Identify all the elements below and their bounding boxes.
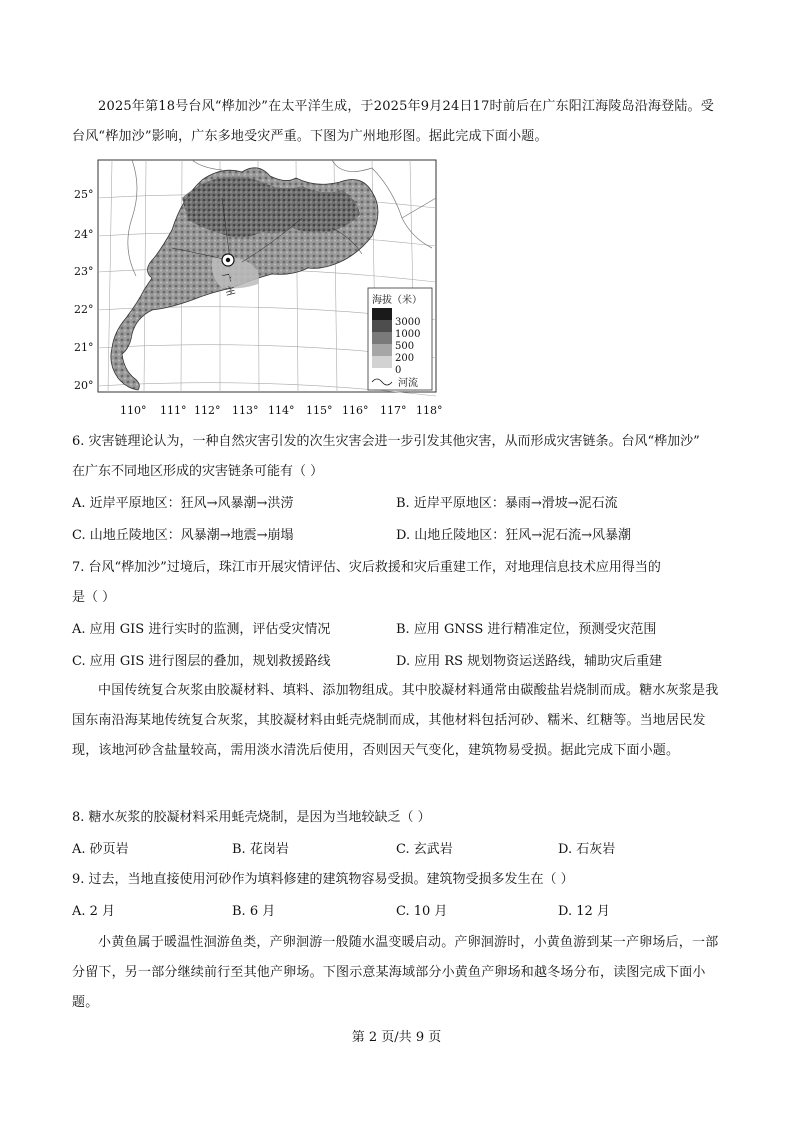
q9-option-c[interactable]: C. 10 月 [396,904,448,919]
lon-label-116: 116° [342,404,369,417]
q6-option-a[interactable]: A. 近岸平原地区：狂风→风暴潮→洪涝 [72,496,294,511]
legend-swatch-1000 [372,320,392,332]
lon-label-111: 111° [160,404,187,417]
q9-option-a[interactable]: A. 2 月 [72,904,116,919]
lon-label-114: 114° [268,404,295,417]
q7-option-d[interactable]: D. 应用 RS 规划物资运送路线，辅助灾后重建 [396,654,663,669]
lat-label-24: 24° [74,228,94,241]
lat-label-21: 21° [74,341,94,354]
lon-label-110: 110° [120,404,147,417]
q7-option-a[interactable]: A. 应用 GIS 进行实时的监测，评估受灾情况 [72,622,331,637]
page-footer: 第 2 页/共 9 页 [351,1030,442,1045]
legend-swatch-500 [372,332,392,344]
lon-label-117: 117° [380,404,407,417]
q7-option-b[interactable]: B. 应用 GNSS 进行精准定位，预测受灾范围 [396,622,657,637]
legend-swatch-3000 [372,308,392,320]
guangdong-topographic-map [72,158,450,420]
q7-stem-line1: 7. 台风“桦加沙”过境后，珠江市开展灾情评估、灾后救援和灾后重建工作，对地理信息技术应用得当的 [72,560,661,575]
q8-stem: 8. 糖水灰浆的胶凝材料采用蚝壳烧制，是因为当地较缺乏（ ） [72,810,431,825]
q8-option-c[interactable]: C. 玄武岩 [396,842,453,857]
intro-paragraph-fish: 小黄鱼属于暖温性洄游鱼类，产卵洄游一般随水温变暖启动。产卵洄游时，小黄鱼游到某一产卵场后，一部分留下，另一部分继续前行至其他产卵场。下图示意某海域部分小黄鱼产卵场和越冬场分布，读图完成下面小题。 [72,935,719,1010]
q9-option-d[interactable]: D. 12 月 [558,904,610,919]
q6-option-b[interactable]: B. 近岸平原地区：暴雨→滑坡→泥石流 [396,496,618,511]
legend-swatch-0 [372,356,392,368]
guangzhou-label: 广 州 [218,272,236,298]
lat-label-23: 23° [74,265,94,278]
q6-stem-line2: 在广东不同地区形成的灾害链条可能有（ ） [72,464,324,479]
q9-option-b[interactable]: B. 6 月 [232,904,276,919]
q6-stem-line1: 6. 灾害链理论认为，一种自然灾害引发的次生灾害会进一步引发其他灾害，从而形成灾害链条。台风“桦加沙” [72,434,700,449]
q6-option-d[interactable]: D. 山地丘陵地区：狂风→泥石流→风暴潮 [396,528,632,543]
lat-label-22: 22° [74,303,94,316]
legend-title: 海拔（米） [372,295,422,306]
legend-level-0: 0 [395,365,402,376]
q9-stem: 9. 过去，当地直接使用河砂作为填料修建的建筑物容易受损。建筑物受损多发生在（ ） [72,872,574,887]
legend-level-500: 500 [395,341,415,352]
legend-level-200: 200 [395,353,415,364]
legend-level-3000: 3000 [395,317,421,328]
lat-label-25: 25° [74,188,94,201]
intro-paragraph-typhoon: 2025年第18号台风“桦加沙”在太平洋生成，于2025年9月24日17时前后在广东阳江海陵岛沿海登陆。受台风“桦加沙”影响，广东多地受灾严重。下图为广州地形图。据此完成下面小题。 [72,99,714,144]
intro-paragraph-mortar: 中国传统复合灰浆由胶凝材料、填料、添加物组成。其中胶凝材料通常由碳酸盐岩烧制而成。糖水灰浆是我国东南沿海某地传统复合灰浆，其胶凝材料由蚝壳烧制而成，其他材料包括河砂、糯米、红糖等。当地居民发现，该地河砂含盐量较高，需用淡水清洗后使用，否则因天气变化，建筑物易受损。据此完成下面小题。 [72,683,719,758]
lon-label-113: 113° [232,404,259,417]
guangzhou-marker [222,254,234,266]
map-legend [368,288,432,390]
legend-river-label: 河流 [398,378,418,389]
legend-swatch-200 [372,344,392,356]
lat-label-20: 20° [74,379,94,392]
lon-label-118: 118° [416,404,443,417]
lon-label-115: 115° [306,404,333,417]
lon-label-112: 112° [194,404,221,417]
q8-option-d[interactable]: D. 石灰岩 [558,842,616,857]
q8-option-b[interactable]: B. 花岗岩 [232,842,289,857]
q7-stem-line2: 是（ ） [72,590,116,605]
q6-option-c[interactable]: C. 山地丘陵地区：风暴潮→地震→崩塌 [72,528,294,543]
q7-option-c[interactable]: C. 应用 GIS 进行图层的叠加，规划救援路线 [72,654,331,669]
q8-option-a[interactable]: A. 砂页岩 [72,842,129,857]
legend-level-1000: 1000 [395,329,421,340]
